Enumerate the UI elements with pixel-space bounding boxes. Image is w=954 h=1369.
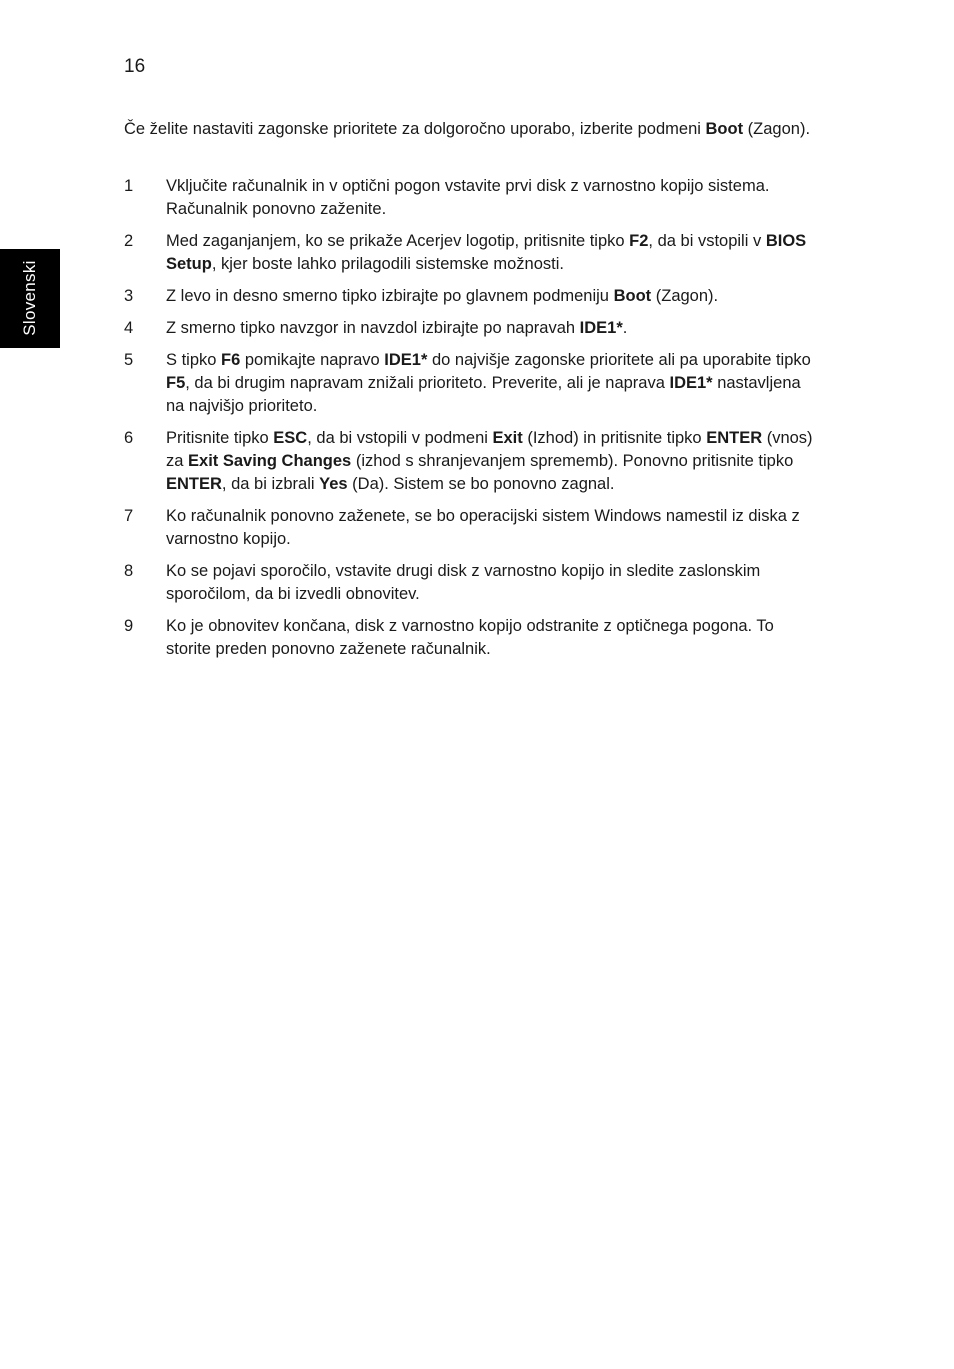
- list-item: [124, 427, 814, 496]
- list-item: [124, 505, 814, 551]
- step-number: 8: [124, 562, 134, 580]
- step-text: [166, 230, 814, 276]
- step-text: [166, 285, 814, 308]
- step-text: [166, 175, 814, 221]
- bold-term: Exit: [492, 429, 523, 447]
- language-side-tab-label: Slovenski: [20, 260, 39, 336]
- bold-term: Exit Saving Changes: [188, 452, 352, 470]
- text-run: do najvišje zagonske prioritete ali pa uporabite tipko: [427, 351, 811, 369]
- text-run: (izhod s shranjevanjem sprememb). Ponovno pritisnite tipko: [351, 452, 794, 470]
- bold-term: IDE1*: [384, 351, 428, 369]
- bold-term: F2: [629, 232, 649, 250]
- step-text: [166, 615, 814, 661]
- text-run: Vključite računalnik in v optični pogon vstavite prvi disk z varnostno kopijo sistema. Računalnik ponovno zaženite.: [166, 177, 770, 218]
- list-item: [124, 317, 814, 340]
- step-number: 7: [124, 507, 134, 525]
- bold-term: Boot: [705, 120, 744, 138]
- step-number: 1: [124, 177, 134, 195]
- bold-term: Boot: [613, 287, 652, 305]
- text-run: Ko se pojavi sporočilo, vstavite drugi disk z varnostno kopijo in sledite zaslonskim sporočilom, da bi izvedli obnovitev.: [166, 562, 761, 603]
- bold-term: Yes: [319, 475, 348, 493]
- list-item: [124, 615, 814, 661]
- text-run: , da bi vstopili v podmeni: [307, 429, 493, 447]
- text-run: (Zagon).: [651, 287, 719, 305]
- intro-paragraph: [124, 118, 814, 141]
- step-text: [166, 349, 814, 418]
- bold-term: ESC: [273, 429, 308, 447]
- text-run: Pritisnite tipko: [166, 429, 274, 447]
- text-run: nastavljena na najvišjo prioriteto.: [166, 374, 801, 415]
- bold-term: IDE1*: [579, 319, 623, 337]
- step-text: [166, 427, 814, 496]
- bold-term: ENTER: [166, 475, 222, 493]
- text-run: , da bi izbrali: [221, 475, 320, 493]
- text-run: Z smerno tipko navzgor in navzdol izbirajte po napravah: [166, 319, 580, 337]
- text-run: , kjer boste lahko prilagodili sistemske možnosti.: [211, 255, 564, 273]
- page-number: 16: [124, 56, 146, 77]
- text-run: Ko računalnik ponovno zaženete, se bo operacijski sistem Windows namestil iz diska z varnostno kopijo.: [166, 507, 800, 548]
- text-run: , da bi vstopili v: [648, 232, 766, 250]
- steps-list: [124, 175, 814, 670]
- text-run: pomikajte napravo: [240, 351, 385, 369]
- step-number: 2: [124, 232, 134, 250]
- text-run: S tipko: [166, 351, 222, 369]
- list-item: [124, 560, 814, 606]
- text-run: (Da). Sistem se bo ponovno zagnal.: [347, 475, 615, 493]
- list-item: [124, 349, 814, 418]
- text-run: Z levo in desno smerno tipko izbirajte po glavnem podmeniju: [166, 287, 614, 305]
- text-run: Med zaganjanjem, ko se prikaže Acerjev logotip, pritisnite tipko: [166, 232, 630, 250]
- text-run: Ko je obnovitev končana, disk z varnostno kopijo odstranite z optičnega pogona. To storite preden ponovno zaženete računalnik.: [166, 617, 774, 658]
- step-number: 4: [124, 319, 134, 337]
- bold-term: F6: [221, 351, 241, 369]
- bold-term: F5: [166, 374, 186, 392]
- list-item: [124, 175, 814, 221]
- step-number: 9: [124, 617, 134, 635]
- text-run: .: [622, 319, 628, 337]
- text-run: Če želite nastaviti zagonske prioritete za dolgoročno uporabo, izberite podmeni: [124, 120, 706, 138]
- language-side-tab: [0, 249, 60, 348]
- step-text: [166, 505, 814, 551]
- text-run: (Zagon).: [743, 120, 811, 138]
- step-text: [166, 317, 814, 340]
- text-run: , da bi drugim napravam znižali prioriteto. Preverite, ali je naprava: [185, 374, 670, 392]
- text-run: (Izhod) in pritisnite tipko: [522, 429, 707, 447]
- bold-term: ENTER: [706, 429, 763, 447]
- step-text: [166, 560, 814, 606]
- step-number: 3: [124, 287, 134, 305]
- list-item: [124, 285, 814, 308]
- step-number: 5: [124, 351, 134, 369]
- list-item: [124, 230, 814, 276]
- bold-term: IDE1*: [669, 374, 713, 392]
- step-number: 6: [124, 429, 134, 447]
- bold-term: BIOS Setup: [166, 232, 807, 273]
- text-run: (vnos) za: [166, 429, 813, 470]
